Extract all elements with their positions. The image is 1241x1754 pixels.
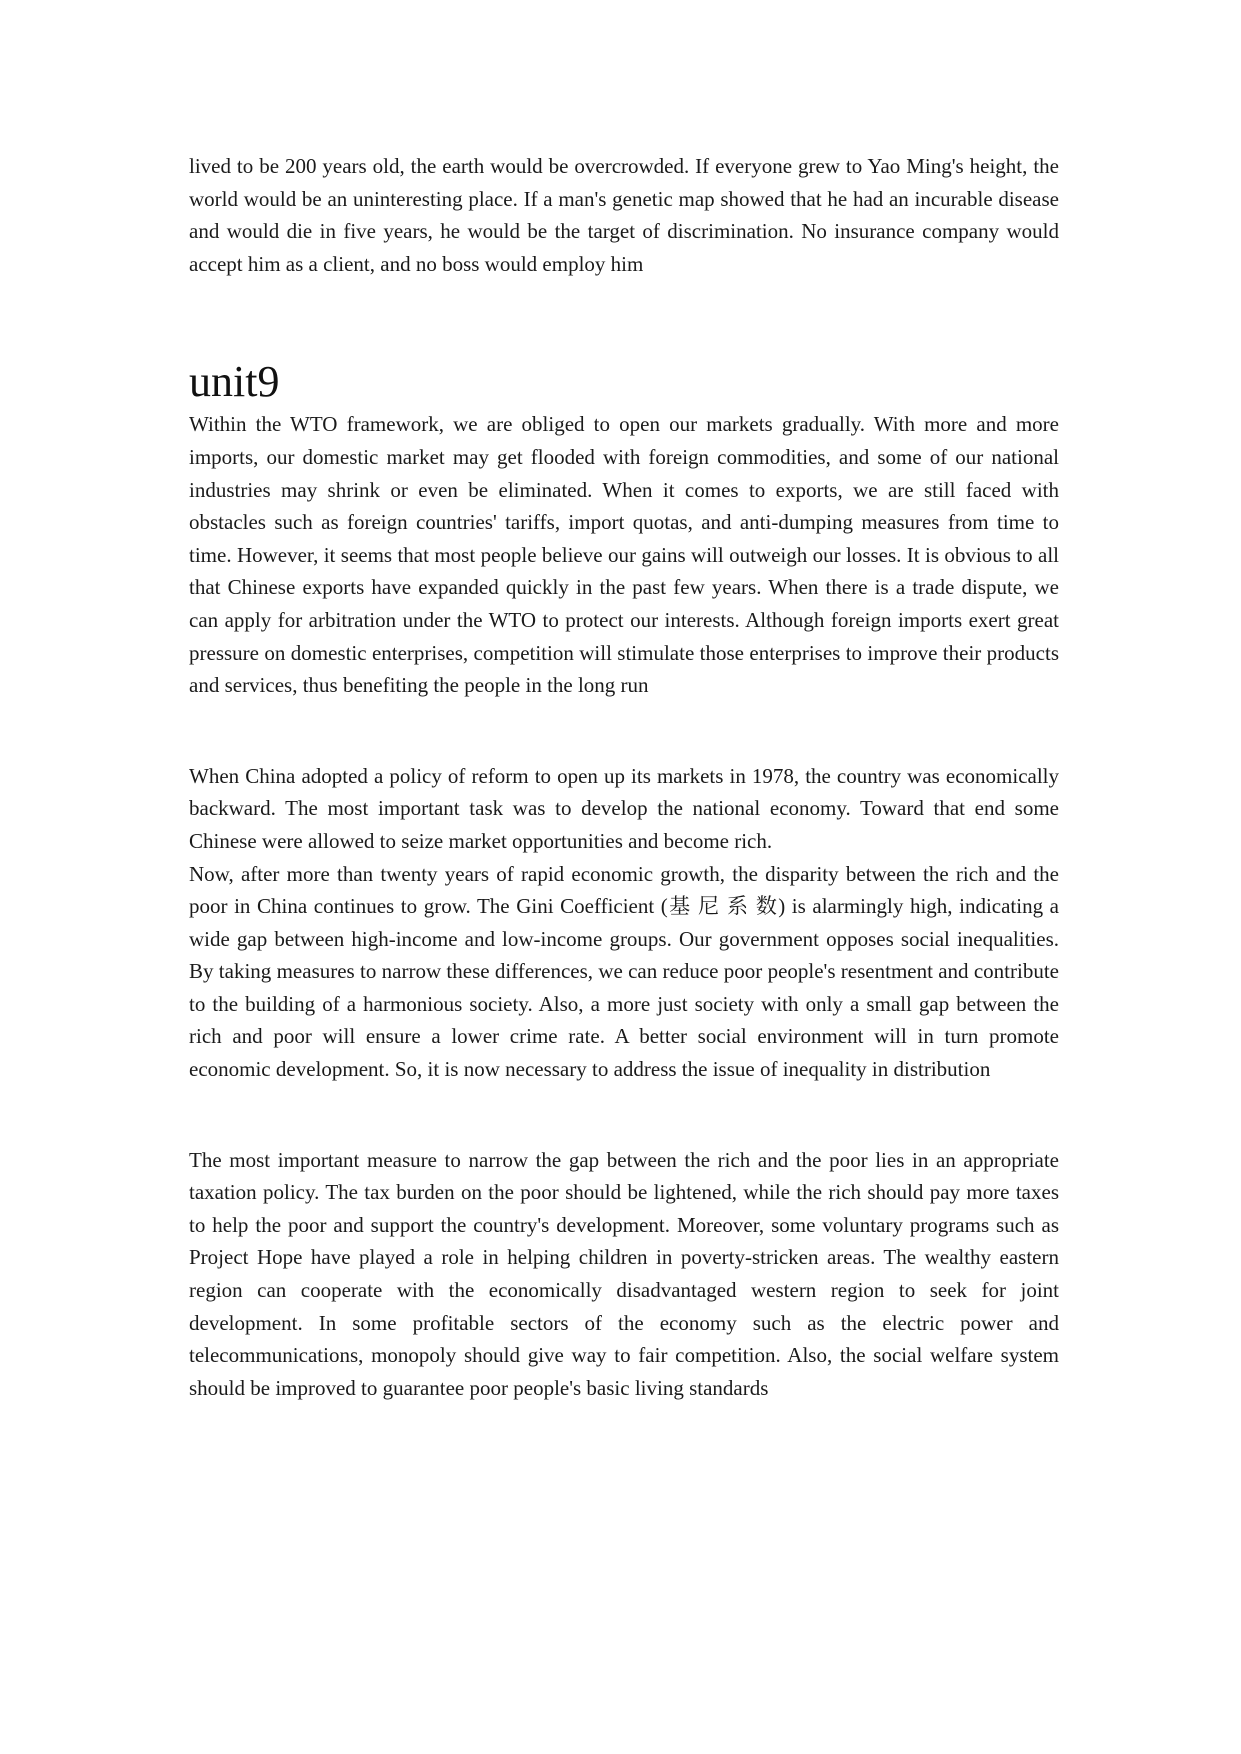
intro-paragraph: lived to be 200 years old, the earth would be overcrowded. If everyone grew to Yao Ming's height, the world would be an uninteresting place. If a man's genetic map showed that he had an incurable disease and would die in five years, he would be the target of discrimination. No insurance company would accept him as a client, and no boss would employ him xyxy=(189,154,1059,276)
china-reform-paragraph: When China adopted a policy of reform to open up its markets in 1978, the country was economically backward. The most important task was to develop the national economy. Toward that end some Chinese were allowed to seize market opportunities and become rich. xyxy=(189,763,1059,853)
document-page xyxy=(189,150,1059,1404)
section-heading: unit9 xyxy=(189,357,280,407)
inequality-paragraph: Now, after more than twenty years of rapid economic growth, the disparity between the rich and the poor in China continues to grow. The Gini Coefficient (基 尼 系 数) is alarmingly high, indicating a wide gap between high-income and low-income groups. Our government opposes social inequalities. By taking measures to narrow these differences, we can reduce poor people's resentment and contribute to the building of a harmonious society. Also, a more just society with only a small gap between the rich and poor will ensure a lower crime rate. A better social environment will in turn promote economic development. So, it is now necessary to address the issue of inequality in distribution xyxy=(189,861,1059,1082)
wto-paragraph: Within the WTO framework, we are obliged to open our markets gradually. With more and more imports, our domestic market may get flooded with foreign commodities, and some of our national industries may shrink or even be eliminated. When it comes to exports, we are still faced with obstacles such as foreign countries' tariffs, import quotas, and anti-dumping measures from time to time. However, it seems that most people believe our gains will outweigh our losses. It is obvious to all that Chinese exports have expanded quickly in the past few years. When there is a trade dispute, we can apply for arbitration under the WTO to protect our interests. Although foreign imports exert great pressure on domestic enterprises, competition will stimulate those enterprises to improve their products and services, thus benefiting the people in the long run xyxy=(189,412,1059,698)
taxation-paragraph: The most important measure to narrow the gap between the rich and the poor lies in an appropriate taxation policy. The tax burden on the poor should be lightened, while the rich should pay more taxes to help the poor and support the country's development. Moreover, some voluntary programs such as Project Hope have played a role in helping children in poverty-stricken areas. The wealthy eastern region can cooperate with the economically disadvantaged western region to seek for joint development. In some profitable sectors of the economy such as the electric power and telecommunications, monopoly should give way to fair competition. Also, the social welfare system should be improved to guarantee poor people's basic living standards xyxy=(189,1147,1059,1400)
